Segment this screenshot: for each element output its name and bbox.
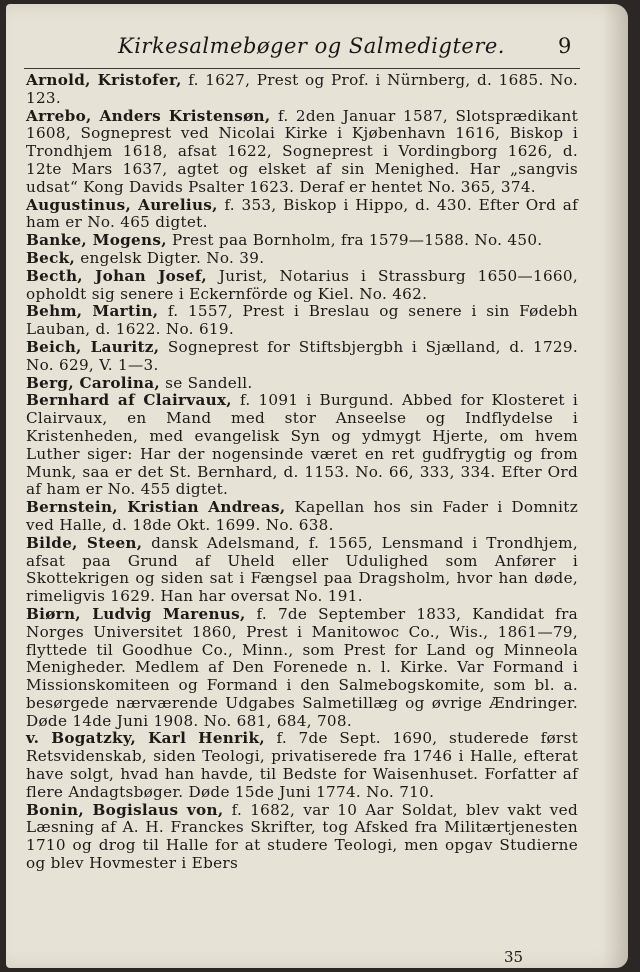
entry-name: Bonin, Bogislaus von, — [26, 800, 224, 819]
entry-text: f. 1557, Prest i Breslau og senere i sin Fødebh Lauban, d. 1622. No. 619. — [26, 302, 578, 339]
entry — [26, 108, 578, 197]
header-rule — [24, 68, 580, 69]
entry-text: f. 1627, Prest og Prof. i Nürnberg, d. 1685. No. 123. — [26, 71, 578, 107]
entry-name: Augustinus, Aurelius, — [26, 195, 218, 214]
signature-mark: 35 — [504, 948, 524, 966]
entry — [26, 339, 578, 375]
entry-name: Biørn, Ludvig Marenus, — [26, 604, 246, 623]
entry-name: Bernhard af Clairvaux, — [26, 391, 232, 410]
entry-name: Beck, — [26, 248, 76, 267]
entry — [26, 535, 578, 606]
entry-text: Prest paa Bornholm, fra 1579—1588. No. 450. — [171, 231, 543, 250]
entry-text: f. 2den Januar 1587, Slotsprædikant 1608, Sogneprest ved Nicolai Kirke i Kjøbenhavn 1616, Biskop i Trondhjem 1618, afsat 1622, Sogneprest i Vordingborg 1626, d. 12te Mars 1637, agtet og elsket af sin Menighed. Har „sangvis udsat“ Kong Davids Psalter 1623. Deraf er hentet No. 365, 374. — [26, 106, 578, 196]
entry — [26, 303, 578, 339]
entry — [26, 392, 578, 499]
entry-text: se Sandell. — [165, 373, 253, 392]
entry-text: f. 1682, var 10 Aar Soldat, blev vakt ved Læsning af A. H. Franckes Skrifter, tog Afsked fra Militærtjenesten 1710 og drog til Halle for at studere Teologi, men opgav Studierne og blev Hovmester i Ebers — [26, 800, 578, 873]
entry-text: Jurist, Notarius i Strassburg 1650—1660, opholdt sig senere i Eckernförde og Kiel. No. 462. — [26, 266, 578, 303]
running-title: Kirkesalmebøger og Salmedigtere. — [118, 34, 505, 58]
entry-name: Berg, Carolina, — [26, 373, 160, 392]
entry — [26, 375, 578, 393]
entry — [26, 232, 578, 250]
entry-text: engelsk Digter. No. 39. — [80, 248, 265, 267]
entry — [26, 268, 578, 304]
entry — [26, 802, 578, 873]
entry-text: Kapellan hos sin Fader i Domnitz ved Halle, d. 18de Okt. 1699. No. 638. — [26, 498, 578, 534]
entry-name: Bernstein, Kristian Andreas, — [26, 498, 286, 517]
entry-name: Banke, Mogens, — [26, 231, 167, 250]
entry — [26, 72, 578, 108]
entry-name: Beich, Lauritz, — [26, 337, 160, 356]
entry-text: f. 1091 i Burgund. Abbed for Klosteret i Clairvaux, en Mand med stor Anseelse og Indflydelse i Kristenheden, med evangelisk Syn og ydmygt Hjerte, om hvem Luther siger: Har der nogensinde været en ret gudfrygtig og from Munk, saa er det St. Bernhard, d. 1153. No. 66, 333, 334. Efter Ord af ham er No. 455 digtet. — [26, 391, 578, 499]
entry-name: Arrebo, Anders Kristensøn, — [26, 106, 271, 125]
entry-text: dansk Adelsmand, f. 1565, Lensmand i Trondhjem, afsat paa Grund af Uheld eller Udulighed som Anfører i Skottekrigen og siden sat i Fængsel paa Dragsholm, hvor han døde, rimeligvis 1629. Han har oversat No. 191. — [26, 533, 578, 606]
book-page — [6, 4, 628, 968]
entry-list — [26, 72, 578, 873]
entry — [26, 730, 578, 801]
entry-text: Sogneprest for Stiftsbjergbh i Sjælland, d. 1729. No. 629, V. 1—3. — [26, 337, 578, 374]
entry-name: v. Bogatzky, Karl Henrik, — [26, 729, 265, 748]
entry — [26, 197, 578, 233]
entry-name: Becth, Johan Josef, — [26, 266, 208, 285]
entry — [26, 499, 578, 535]
entry-text: f. 353, Biskop i Hippo, d. 430. Efter Ord af ham er No. 465 digtet. — [26, 195, 578, 232]
entry-name: Behm, Martin, — [26, 302, 159, 321]
page-number: 9 — [558, 34, 572, 58]
entry-text: f. 7de Sept. 1690, studerede først Retsvidenskab, siden Teologi, privatiserede fra 1746 i Halle, efterat have solgt, hvad han havde, til Bedste for Waisenhuset. Forfatter af flere Andagtsbøger. Døde 15de Juni 1774. No. 710. — [26, 729, 578, 801]
entry — [26, 250, 578, 268]
entry-text: f. 7de September 1833, Kandidat fra Norges Universitet 1860, Prest i Manitowoc Co., Wis., 1861—79, flyttede til Goodhue Co., Minn., som Prest for Land og Minneola Menigheder. Medlem af Den Forenede n. l. Kirke. Var Formand i Missionskomiteen og Formand i den Salmebogskomite, som bl. a. besørgede nærværende Udgabes Salmetillæg og øvrige Ændringer. Døde 14de Juni 1908. No. 681, 684, 708. — [26, 604, 578, 730]
entry-name: Bilde, Steen, — [26, 533, 143, 552]
page-header — [6, 34, 628, 66]
entry-name: Arnold, Kristofer, — [26, 71, 182, 89]
entry — [26, 606, 578, 731]
